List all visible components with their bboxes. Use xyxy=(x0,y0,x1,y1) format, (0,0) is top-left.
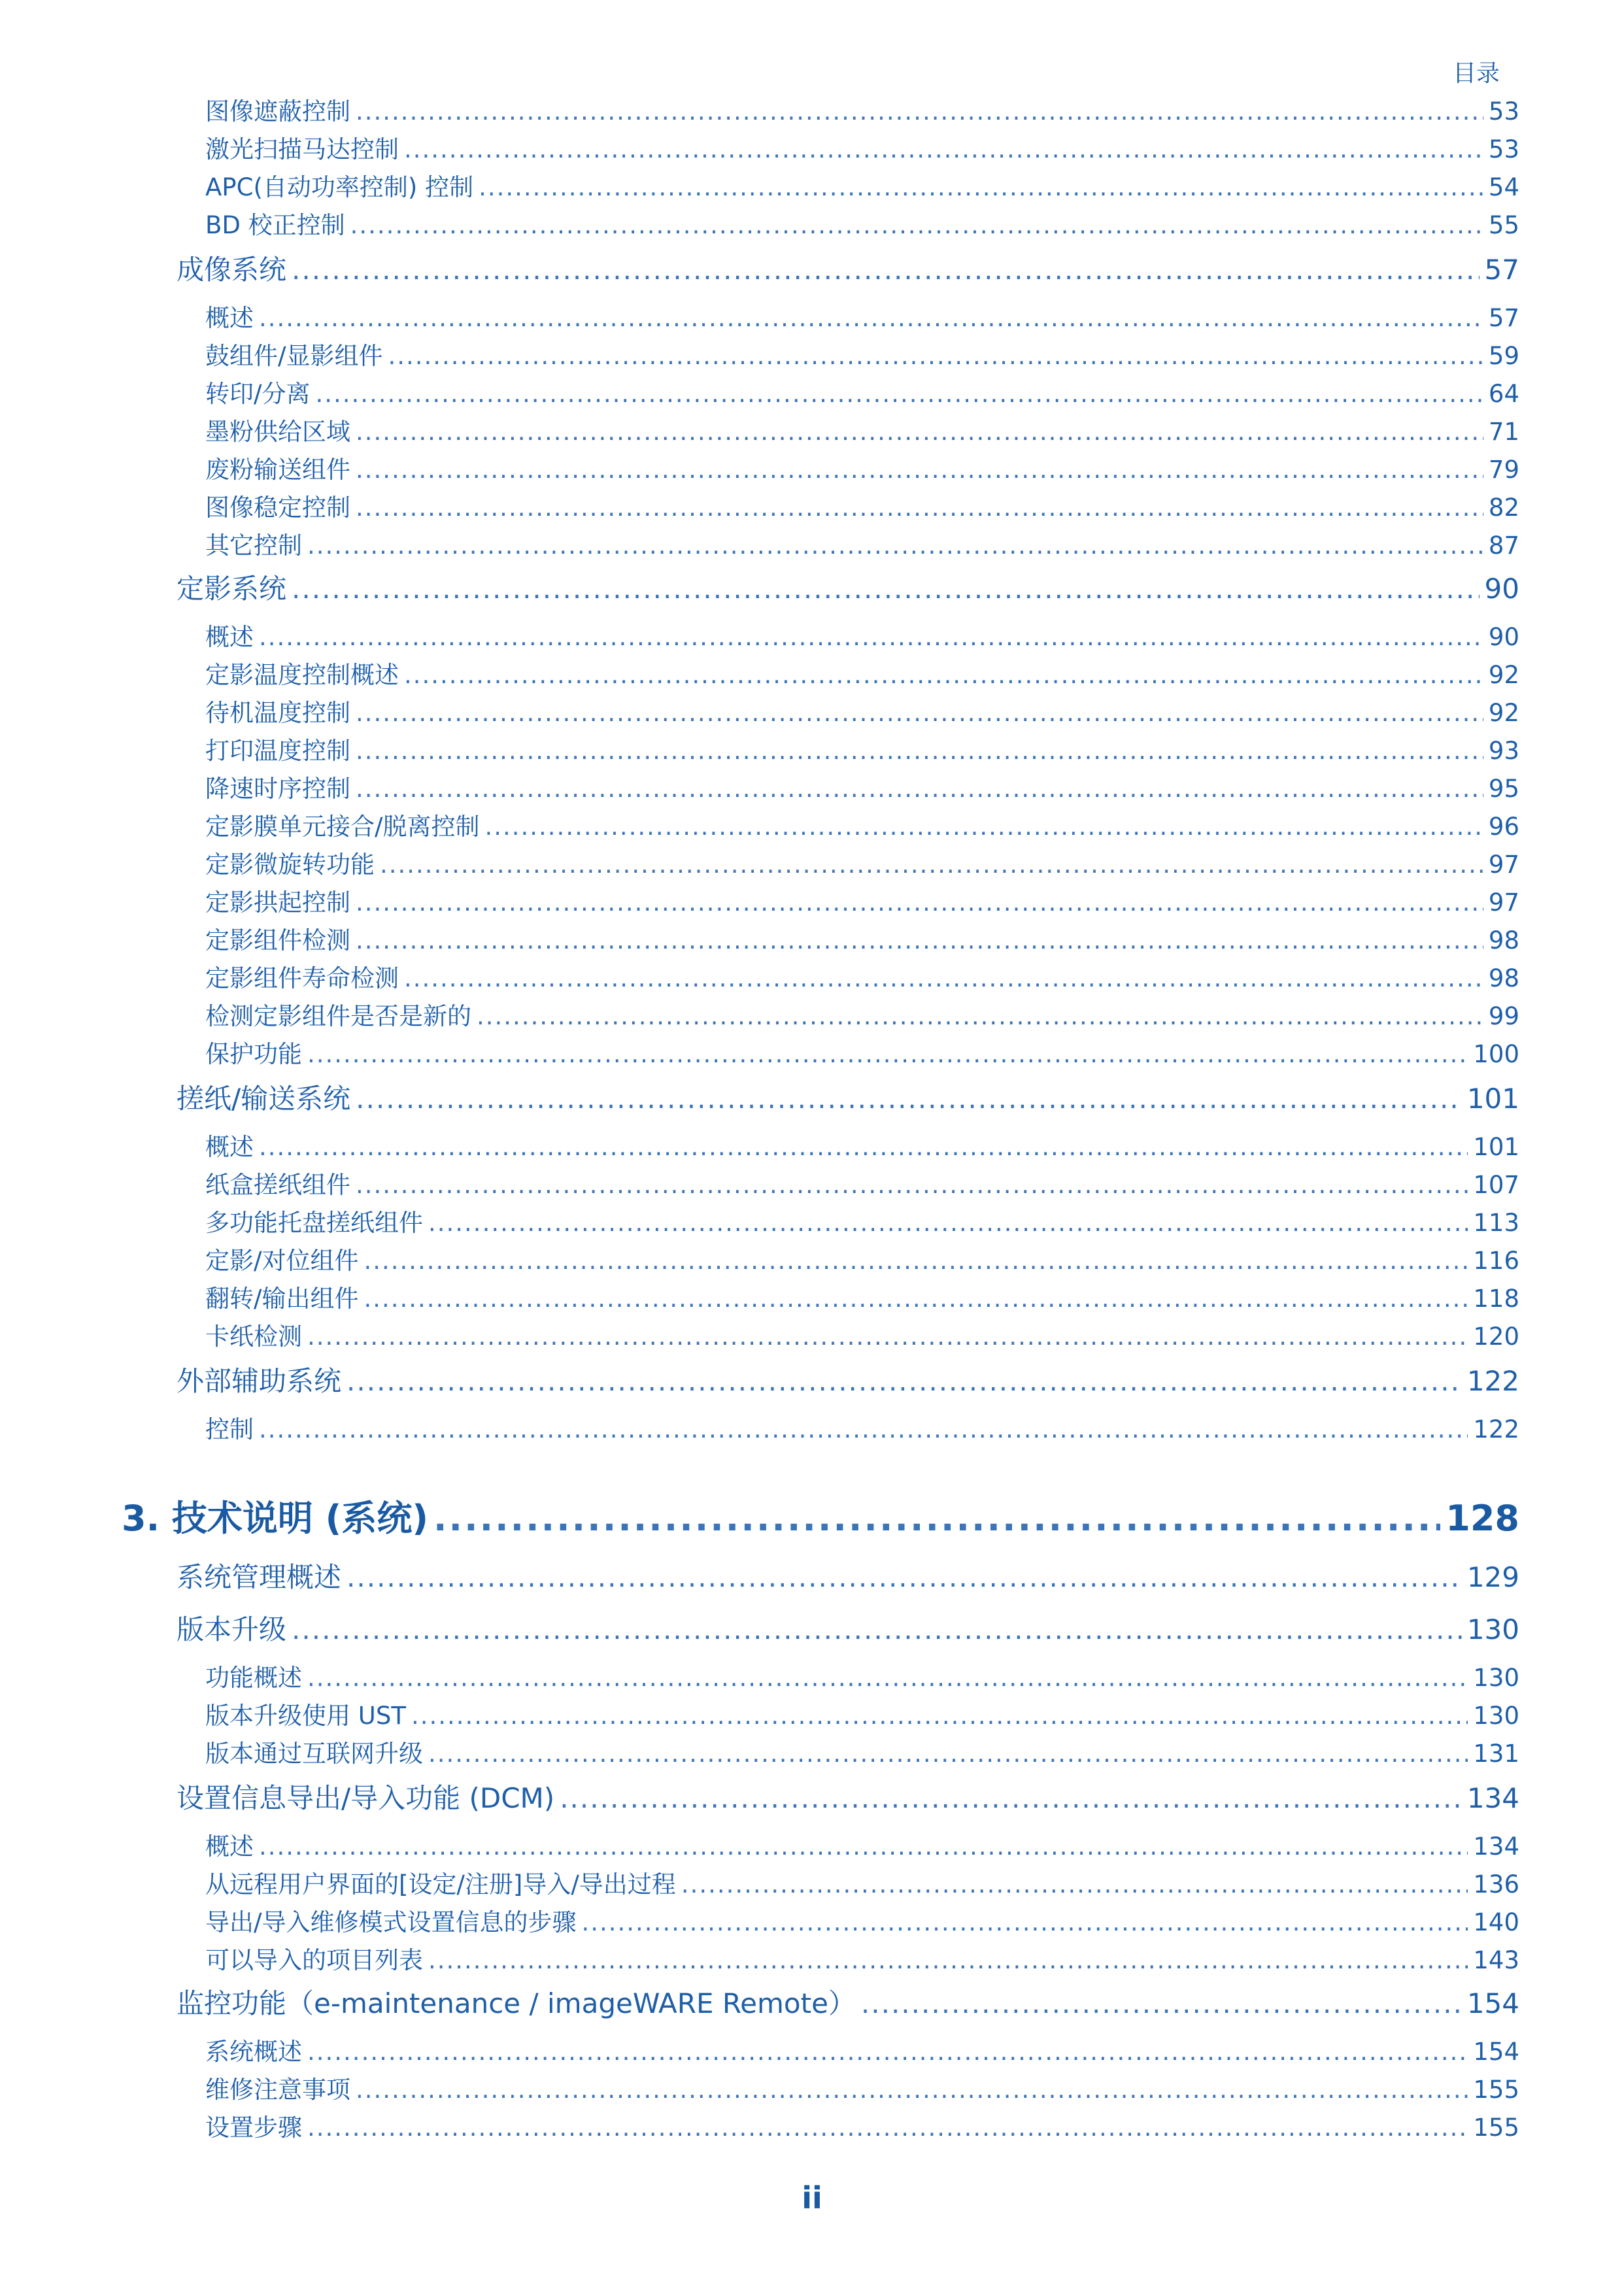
toc-entry-label: 保护功能 xyxy=(205,1040,302,1068)
toc-entry-label: 检测定影组件是否是新的 xyxy=(205,1002,471,1030)
toc-entry-page: 54 xyxy=(1488,173,1519,201)
toc-entry-page: 155 xyxy=(1473,2114,1519,2142)
toc-leader-dots xyxy=(364,1285,1468,1313)
toc-section-page: 134 xyxy=(1466,1782,1519,1814)
toc-entry-page: 97 xyxy=(1488,888,1519,917)
toc-leader-dots xyxy=(356,699,1483,727)
toc-entry[interactable] xyxy=(205,1241,1519,1274)
toc-entry[interactable] xyxy=(205,731,1519,764)
toc-entry-page: 107 xyxy=(1473,1171,1519,1199)
toc-entry-page: 59 xyxy=(1488,342,1519,370)
toc-leader-dots xyxy=(861,1987,1462,2019)
toc-entry-page: 136 xyxy=(1473,1870,1519,1898)
toc-section-page: 101 xyxy=(1466,1083,1519,1115)
toc-entry[interactable] xyxy=(205,1696,1519,1729)
toc-leader-dots xyxy=(356,1171,1468,1199)
toc-entry-page: 96 xyxy=(1488,813,1519,841)
toc-entry-page: 116 xyxy=(1473,1247,1519,1275)
toc-leader-dots xyxy=(315,380,1483,408)
toc-entry-label: 版本升级使用 UST xyxy=(205,1702,406,1730)
toc-leader-dots xyxy=(356,2076,1468,2104)
toc-entry-page: 134 xyxy=(1473,1832,1519,1861)
toc-entry-page: 100 xyxy=(1473,1040,1519,1068)
toc-section[interactable] xyxy=(177,248,1519,285)
toc-entry[interactable] xyxy=(205,92,1519,124)
toc-section-page: 90 xyxy=(1484,573,1519,605)
toc-section-label: 定影系统 xyxy=(177,573,287,605)
toc-entry-page: 53 xyxy=(1488,135,1519,163)
toc-entry[interactable] xyxy=(205,769,1519,801)
toc-entry[interactable] xyxy=(205,1203,1519,1236)
toc-entry-page: 143 xyxy=(1473,1946,1519,1974)
toc-entry[interactable] xyxy=(205,883,1519,915)
toc-entry-label: 多功能托盘搓纸组件 xyxy=(205,1209,423,1237)
toc-entry[interactable] xyxy=(205,1827,1519,1859)
toc-entry[interactable] xyxy=(205,1165,1519,1198)
toc-leader-dots xyxy=(479,173,1483,201)
toc-entry-label: 打印温度控制 xyxy=(205,737,350,765)
toc-leader-dots xyxy=(356,97,1483,126)
toc-leader-dots xyxy=(428,1740,1468,1768)
toc-entry-page: 98 xyxy=(1488,964,1519,992)
toc-section-label: 设置信息导出/导入功能 (DCM) xyxy=(177,1782,555,1814)
toc-entry[interactable] xyxy=(205,1902,1519,1935)
toc-entry-page: 118 xyxy=(1473,1285,1519,1313)
toc-entry-label: 定影微旋转功能 xyxy=(205,851,375,879)
page-number-footer: ii xyxy=(802,2180,822,2216)
toc-entry-label: 降速时序控制 xyxy=(205,775,350,803)
toc-entry[interactable] xyxy=(205,205,1519,238)
toc-leader-dots xyxy=(307,2114,1468,2142)
toc-leader-dots xyxy=(259,1832,1468,1861)
toc-section[interactable] xyxy=(177,1556,1519,1593)
toc-entry[interactable] xyxy=(205,807,1519,839)
toc-entry-page: 82 xyxy=(1488,494,1519,522)
toc-entry-label: 废粉输送组件 xyxy=(205,456,350,484)
toc-entry-page: 93 xyxy=(1488,737,1519,765)
toc-entry-page: 101 xyxy=(1473,1133,1519,1161)
toc-section-label: 外部辅助系统 xyxy=(177,1365,342,1397)
toc-entry-page: 53 xyxy=(1488,97,1519,126)
toc-entry-label: 定影膜单元接合/脱离控制 xyxy=(205,813,480,841)
toc-leader-dots xyxy=(356,737,1483,765)
toc-entry-page: 122 xyxy=(1473,1415,1519,1443)
toc-entry-page: 95 xyxy=(1488,775,1519,803)
toc-leader-dots xyxy=(350,211,1483,239)
toc-entry-label: 卡纸检测 xyxy=(205,1323,302,1351)
toc-section-page: 154 xyxy=(1466,1987,1519,2019)
toc-entry-label: 定影拱起控制 xyxy=(205,888,350,917)
toc-leader-dots xyxy=(356,926,1483,954)
toc-leader-dots xyxy=(356,775,1483,803)
toc-entry-label: 功能概述 xyxy=(205,1664,302,1692)
toc-leader-dots xyxy=(307,1323,1468,1351)
toc-entry-label: 激光扫描马达控制 xyxy=(205,135,399,163)
toc-leader-dots xyxy=(292,254,1480,286)
toc-section-label: 系统管理概述 xyxy=(177,1561,342,1593)
toc-entry-label: BD 校正控制 xyxy=(205,211,345,239)
toc-entry[interactable] xyxy=(205,1279,1519,1311)
toc-entry-label: 系统概述 xyxy=(205,2038,302,2066)
toc-entry-page: 79 xyxy=(1488,456,1519,484)
toc-leader-dots xyxy=(560,1782,1462,1814)
toc-entry-page: 71 xyxy=(1488,418,1519,446)
toc-leader-dots xyxy=(307,531,1483,560)
toc-chapter[interactable] xyxy=(122,1491,1519,1539)
toc-entry-label: 概述 xyxy=(205,1133,254,1161)
toc-entry-page: 140 xyxy=(1473,1908,1519,1936)
toc-leader-dots xyxy=(428,1209,1468,1237)
toc-leader-dots xyxy=(428,1946,1468,1974)
toc-leader-dots xyxy=(404,661,1483,689)
toc-section-label: 版本升级 xyxy=(177,1613,287,1645)
toc-entry-page: 57 xyxy=(1488,304,1519,332)
toc-leader-dots xyxy=(259,1415,1468,1443)
toc-entry-label: 定影温度控制概述 xyxy=(205,661,399,689)
toc-entry[interactable] xyxy=(205,1734,1519,1766)
toc-leader-dots xyxy=(356,494,1483,522)
toc-leader-dots xyxy=(307,1664,1468,1692)
toc-entry[interactable] xyxy=(205,1409,1519,1442)
toc-entry-label: 鼓组件/显影组件 xyxy=(205,342,383,370)
toc-leader-dots xyxy=(347,1561,1462,1593)
toc-entry-label: 图像遮蔽控制 xyxy=(205,97,350,126)
toc-entry[interactable] xyxy=(205,1034,1519,1067)
toc-leader-dots xyxy=(356,418,1483,446)
toc-section[interactable] xyxy=(177,1777,1519,1813)
toc-leader-dots xyxy=(477,1002,1483,1030)
toc-entry-label: 定影组件检测 xyxy=(205,926,350,954)
toc-leader-dots xyxy=(347,1365,1462,1397)
toc-section[interactable] xyxy=(177,1982,1519,2019)
toc-entry[interactable] xyxy=(205,2070,1519,2102)
toc-entry-label: 翻转/输出组件 xyxy=(205,1285,359,1313)
toc-leader-dots xyxy=(259,304,1483,332)
toc-entry-label: 纸盒搓纸组件 xyxy=(205,1171,350,1199)
toc-entry-label: 待机温度控制 xyxy=(205,699,350,727)
toc-entry[interactable] xyxy=(205,2108,1519,2140)
toc-entry-page: 87 xyxy=(1488,531,1519,560)
toc-entry[interactable] xyxy=(205,693,1519,726)
toc-entry-label: 概述 xyxy=(205,623,254,651)
toc-leader-dots xyxy=(681,1870,1468,1898)
toc-entry-page: 155 xyxy=(1473,2076,1519,2104)
toc-entry[interactable] xyxy=(205,129,1519,162)
toc-entry-label: 墨粉供给区域 xyxy=(205,418,350,446)
toc-leader-dots xyxy=(259,623,1483,651)
toc-entry-label: 其它控制 xyxy=(205,531,302,560)
toc-entry-label: 图像稳定控制 xyxy=(205,494,350,522)
toc-entry[interactable] xyxy=(205,298,1519,331)
toc-entry[interactable] xyxy=(205,1864,1519,1897)
toc-leader-dots xyxy=(292,1613,1462,1645)
toc-entry-page: 130 xyxy=(1473,1664,1519,1692)
toc-entry[interactable] xyxy=(205,996,1519,1029)
toc-section-label: 搓纸/输送系统 xyxy=(177,1083,351,1115)
toc-leader-dots xyxy=(356,1083,1462,1115)
toc-section-page: 130 xyxy=(1466,1613,1519,1645)
toc-entry[interactable] xyxy=(205,1940,1519,1973)
toc-entry[interactable] xyxy=(205,958,1519,991)
toc-entry[interactable] xyxy=(205,336,1519,369)
toc-header-label: 目录 xyxy=(1452,60,1500,87)
toc-leader-dots xyxy=(259,1133,1468,1161)
toc-leader-dots xyxy=(404,135,1483,163)
toc-leader-dots xyxy=(292,573,1480,605)
toc-entry-page: 131 xyxy=(1473,1740,1519,1768)
toc-leader-dots xyxy=(404,964,1483,992)
toc-entry-label: 导出/导入维修模式设置信息的步骤 xyxy=(205,1908,577,1936)
toc-section-page: 57 xyxy=(1484,254,1519,286)
toc-entry-page: 113 xyxy=(1473,1209,1519,1237)
toc-entry-page: 99 xyxy=(1488,1002,1519,1030)
toc-entry-label: 控制 xyxy=(205,1415,254,1443)
toc-entry-label: 定影组件寿命检测 xyxy=(205,964,399,992)
toc-entry[interactable] xyxy=(205,374,1519,407)
toc-entry[interactable] xyxy=(205,412,1519,445)
toc-entry-label: 转印/分离 xyxy=(205,380,311,408)
toc-entry-page: 154 xyxy=(1473,2038,1519,2066)
toc-entry-label: 维修注意事项 xyxy=(205,2076,350,2104)
toc-section-label: 监控功能（e-maintenance / imageWARE Remote） xyxy=(177,1987,856,2019)
toc-section[interactable] xyxy=(177,567,1519,604)
toc-leader-dots xyxy=(356,456,1483,484)
toc-leader-dots xyxy=(356,888,1483,917)
toc-entry-page: 98 xyxy=(1488,926,1519,954)
toc-chapter-label: 3. 技术说明 (系统) xyxy=(122,1498,429,1539)
toc-entry[interactable] xyxy=(205,920,1519,953)
toc-section-page: 122 xyxy=(1466,1365,1519,1397)
toc-entry[interactable] xyxy=(205,1127,1519,1160)
toc-leader-dots xyxy=(380,851,1483,879)
toc-chapter-page: 128 xyxy=(1446,1498,1519,1539)
toc-section[interactable] xyxy=(177,1608,1519,1645)
toc-section-label: 成像系统 xyxy=(177,254,287,286)
toc-entry[interactable] xyxy=(205,655,1519,688)
toc-entry[interactable] xyxy=(205,1317,1519,1349)
toc-leader-dots xyxy=(581,1908,1468,1936)
toc-entry-label: 可以导入的项目列表 xyxy=(205,1946,423,1974)
toc-entry-label: 定影/对位组件 xyxy=(205,1247,359,1275)
toc-entry-page: 55 xyxy=(1488,211,1519,239)
toc-leader-dots xyxy=(307,2038,1468,2066)
toc-entry-label: 概述 xyxy=(205,304,254,332)
toc-entry-page: 92 xyxy=(1488,661,1519,689)
toc-leader-dots xyxy=(307,1040,1468,1068)
toc-entry-label: 设置步骤 xyxy=(205,2114,302,2142)
toc-entry-page: 64 xyxy=(1488,380,1519,408)
toc-section[interactable] xyxy=(177,1077,1519,1114)
toc-entry[interactable] xyxy=(205,1658,1519,1691)
toc-section-page: 129 xyxy=(1466,1561,1519,1593)
toc-leader-dots xyxy=(484,813,1483,841)
toc-entry-label: 从远程用户界面的[设定/注册]导入/导出过程 xyxy=(205,1870,676,1898)
toc-leader-dots xyxy=(388,342,1483,370)
toc-entry[interactable] xyxy=(205,617,1519,650)
toc-entry[interactable] xyxy=(205,488,1519,520)
toc-entry-page: 92 xyxy=(1488,699,1519,727)
toc-entry[interactable] xyxy=(205,167,1519,200)
toc-entry[interactable] xyxy=(205,526,1519,558)
toc-entry-page: 97 xyxy=(1488,851,1519,879)
toc-entry-label: 版本通过互联网升级 xyxy=(205,1740,423,1768)
toc-entry-label: 概述 xyxy=(205,1832,254,1861)
toc-entry[interactable] xyxy=(205,2032,1519,2065)
toc-leader-dots xyxy=(364,1247,1468,1275)
toc-section[interactable] xyxy=(177,1360,1519,1396)
toc-leader-dots xyxy=(411,1702,1468,1730)
toc-entry-label: APC(自动功率控制) 控制 xyxy=(205,173,474,201)
toc-entry-page: 130 xyxy=(1473,1702,1519,1730)
toc-entry[interactable] xyxy=(205,450,1519,482)
toc-entry-page: 120 xyxy=(1473,1323,1519,1351)
toc-entry-page: 90 xyxy=(1488,623,1519,651)
toc-leader-dots xyxy=(433,1498,1440,1539)
toc-entry[interactable] xyxy=(205,845,1519,877)
